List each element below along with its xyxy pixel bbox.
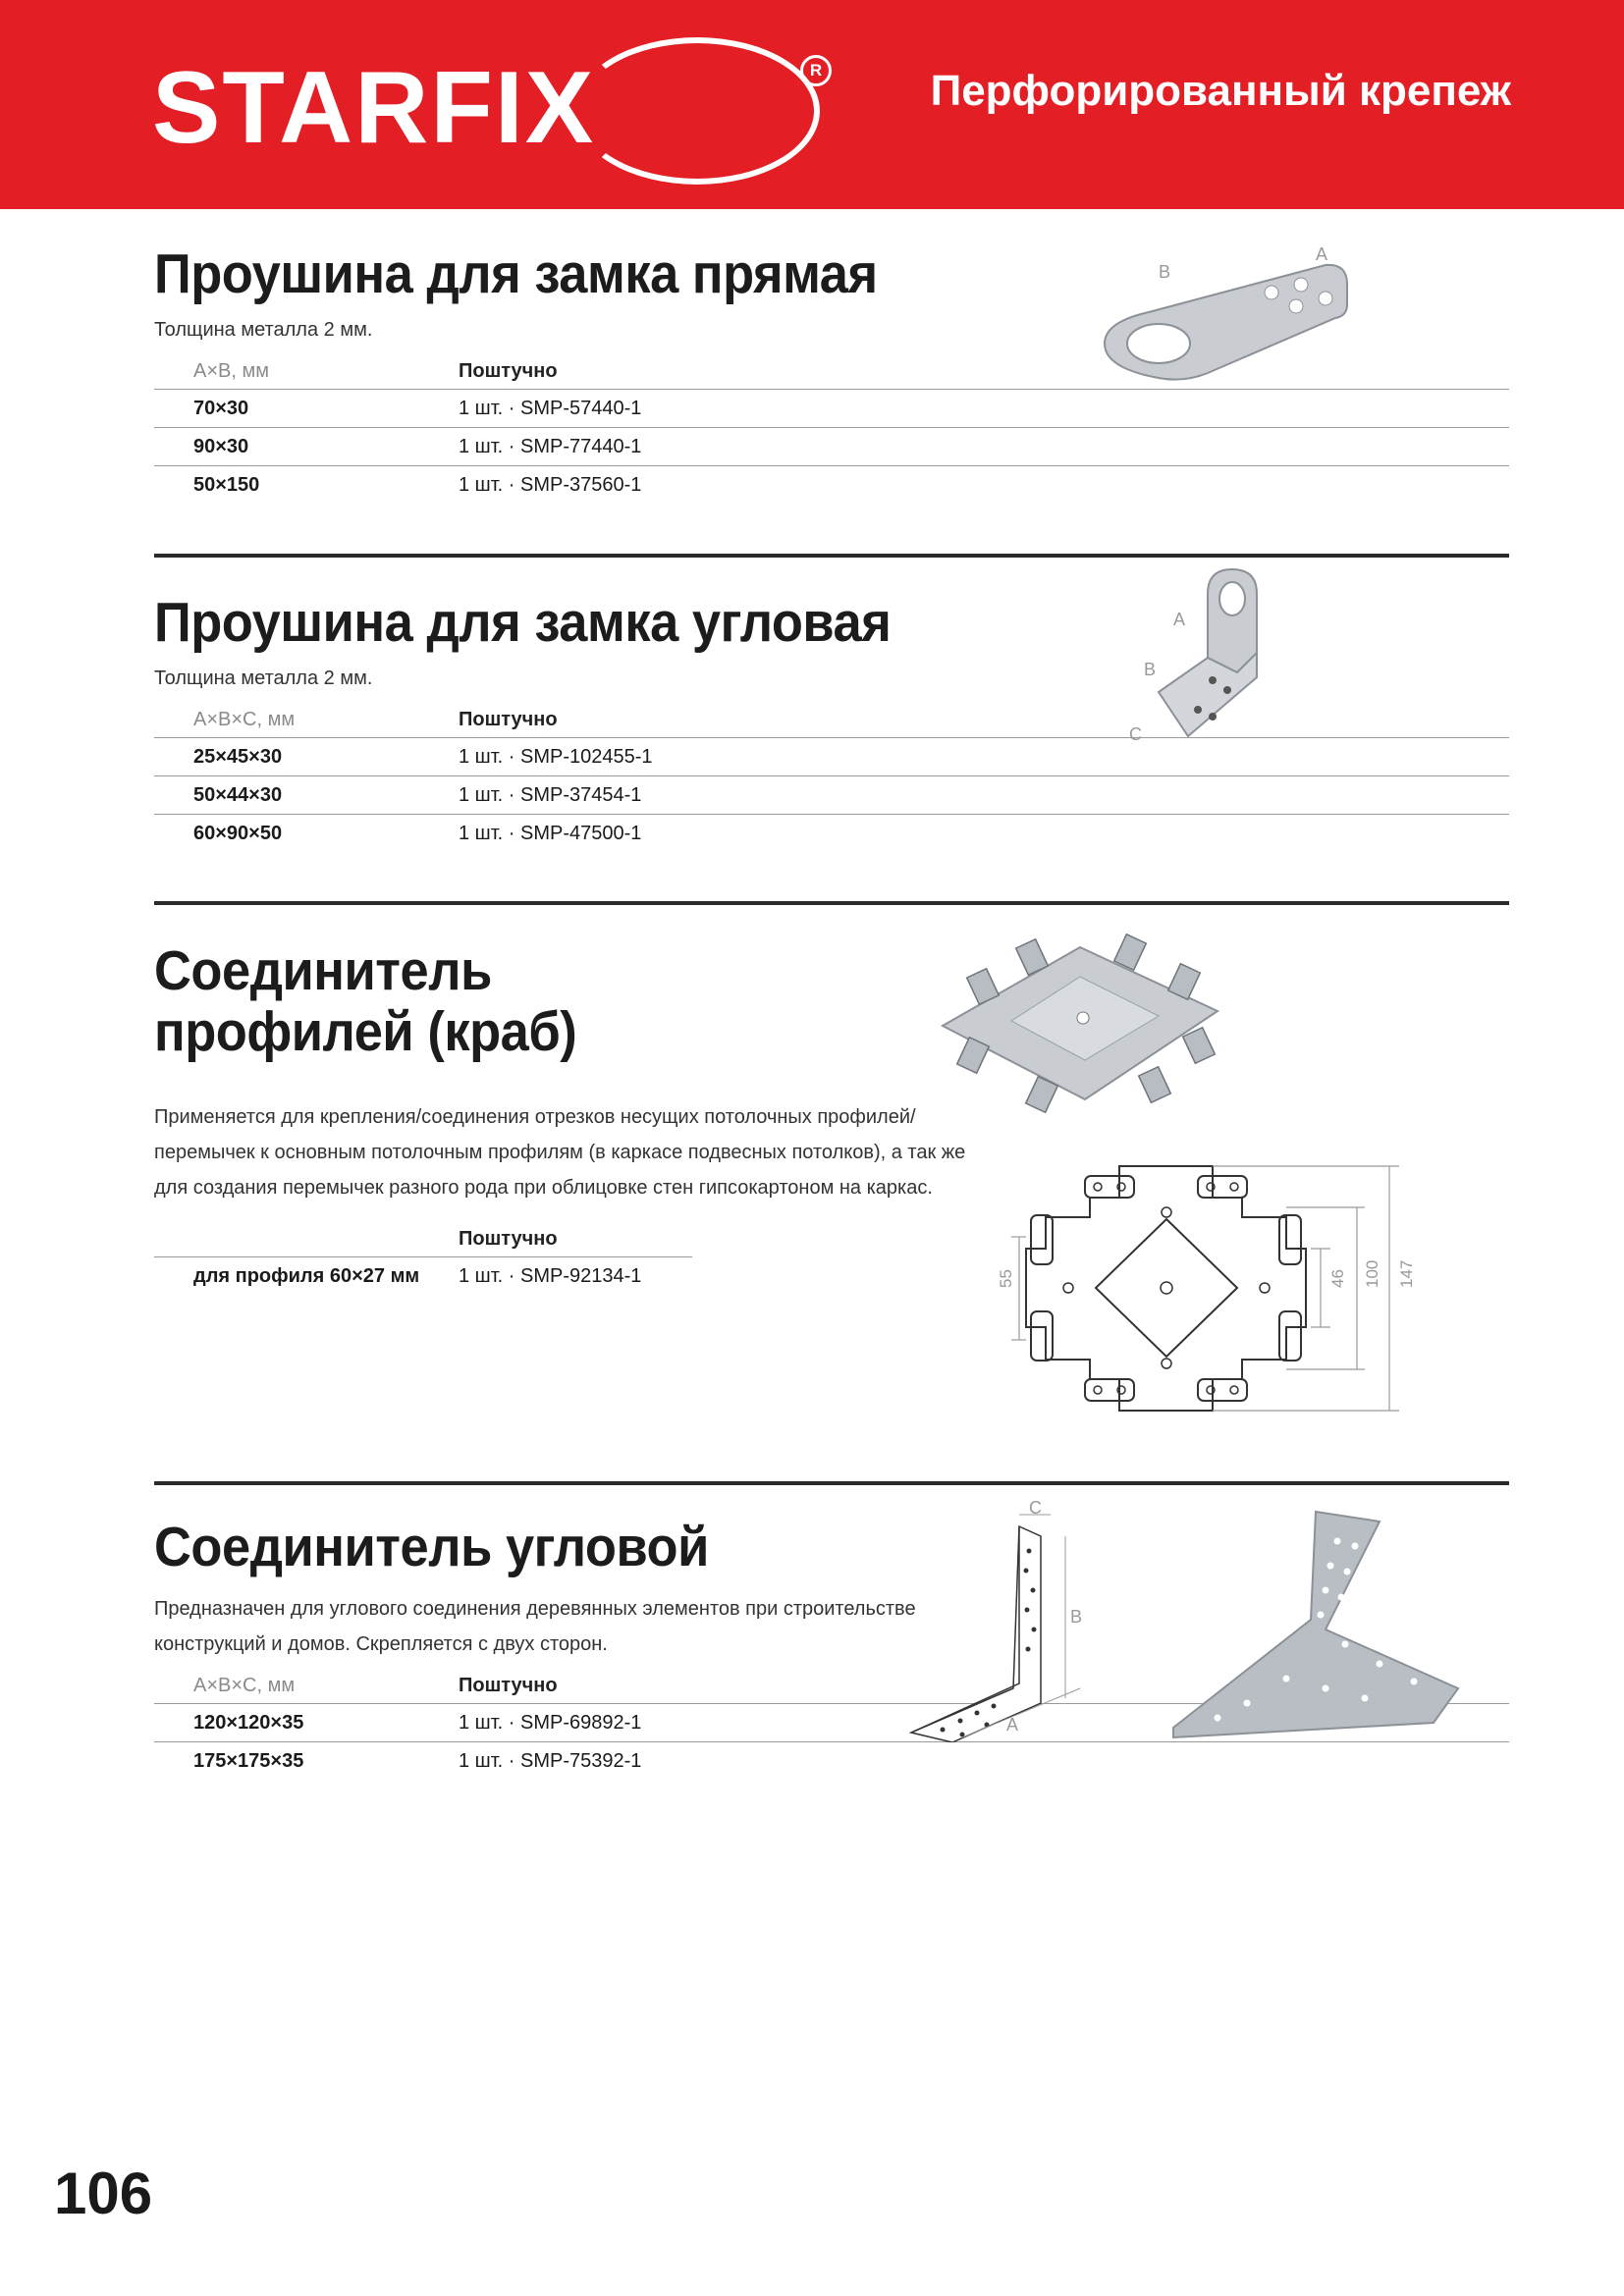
section-divider [154, 901, 1509, 905]
table-row [154, 390, 1509, 428]
sku-cell: 1 шт. · SMP-69892-1 [459, 1711, 642, 1734]
qty-header: Поштучно [459, 353, 1509, 390]
fig-label-b: B [1070, 1607, 1083, 1627]
size-cell: 90×30 [154, 428, 459, 466]
size-cell: 25×45×30 [154, 738, 459, 776]
description-line: конструкций и домов. Скрепляется с двух сторон. [154, 1633, 608, 1655]
brand-name: STARFIX [152, 51, 596, 165]
corner-connector-image [1119, 1507, 1483, 1757]
dim-header: A×B×C, мм [154, 1668, 459, 1704]
section-title-line1: Соединитель [154, 939, 492, 1002]
sku-cell: 1 шт. · SMP-47500-1 [459, 815, 1509, 853]
sku-cell: 1 шт. · SMP-37560-1 [459, 466, 1509, 505]
size-cell: 120×120×35 [193, 1711, 304, 1734]
spec-table [154, 1221, 692, 1295]
spec-table [154, 702, 1509, 852]
description-line: Предназначен для углового соединения деревянных элементов при строительстве [154, 1598, 916, 1620]
size-cell: 50×44×30 [154, 776, 459, 815]
section-description: Толщина металла 2 мм. [154, 667, 373, 689]
crab-connector-drawing [992, 1158, 1424, 1428]
sku-cell: 1 шт. · SMP-92134-1 [459, 1264, 642, 1287]
description-line: перемычек к основным потолочным профилям (в каркасе подвесных потолков), а так же [154, 1142, 966, 1163]
category-title: Перфорированный крепеж [930, 67, 1511, 115]
sku-cell: 1 шт. · SMP-37454-1 [459, 776, 1509, 815]
table-row [154, 428, 1509, 466]
section-description: Толщина металла 2 мм. [154, 319, 373, 341]
starfix-logo [152, 29, 823, 187]
fig-label-a: A [1173, 610, 1186, 629]
size-cell: 70×30 [154, 390, 459, 428]
angled-lock-eye-image [1119, 564, 1296, 751]
description-line: Применяется для крепления/соединения отрезков несущих потолочных профилей/ [154, 1106, 916, 1128]
size-cell: 175×175×35 [154, 1742, 459, 1781]
fig-label-c: C [1029, 1498, 1042, 1518]
corner-connector-drawing [903, 1497, 1100, 1742]
fig-label-a: A [1006, 1715, 1019, 1735]
size-cell: для профиля 60×27 мм [193, 1264, 420, 1287]
fig-label-b: B [1144, 660, 1157, 679]
dim-header: A×B×C, мм [154, 702, 459, 738]
dim-100: 100 [1363, 1259, 1381, 1288]
qty-header: Поштучно [459, 702, 1509, 738]
dim-55: 55 [997, 1269, 1015, 1288]
table-row [154, 1257, 692, 1296]
section-title: Соединитель угловой [154, 1516, 709, 1578]
qty-header: Поштучно [459, 1668, 1509, 1704]
straight-lock-eye-image [1090, 236, 1355, 393]
page-header [0, 0, 1624, 209]
qty-header: Поштучно [459, 1221, 692, 1257]
section-title-line2: профилей (краб) [154, 1000, 577, 1063]
dim-header: A×B, мм [154, 353, 459, 390]
table-row [154, 815, 1509, 853]
fig-label-c: C [1129, 724, 1142, 744]
page-number: 106 [54, 2161, 153, 2226]
section-divider [154, 1481, 1509, 1485]
fig-label-b: B [1159, 262, 1171, 282]
dim-46: 46 [1328, 1269, 1347, 1288]
section-divider [154, 554, 1509, 558]
section-angled-lock-eye [154, 592, 1509, 852]
size-cell: 60×90×50 [154, 815, 459, 853]
sku-cell: 1 шт. · SMP-77440-1 [459, 428, 1509, 466]
sku-cell: 1 шт. · SMP-75392-1 [459, 1742, 1509, 1781]
table-row [154, 738, 1509, 776]
table-row [154, 776, 1509, 815]
sku-cell: 1 шт. · SMP-57440-1 [459, 390, 1509, 428]
registered-mark: R [800, 55, 832, 86]
sku-cell: 1 шт. · SMP-102455-1 [459, 738, 1509, 776]
size-cell: 50×150 [154, 466, 459, 505]
section-title: Проушина для замка угловая [154, 591, 892, 654]
crab-connector-image [923, 923, 1237, 1139]
fig-label-a: A [1316, 244, 1328, 264]
dim-147: 147 [1397, 1259, 1416, 1288]
table-row [154, 466, 1509, 505]
section-title: Проушина для замка прямая [154, 242, 878, 305]
logo-ring [574, 37, 820, 185]
description-line: для создания перемычек разного рода при облицовке стен гипсокартоном на каркас. [154, 1177, 933, 1199]
